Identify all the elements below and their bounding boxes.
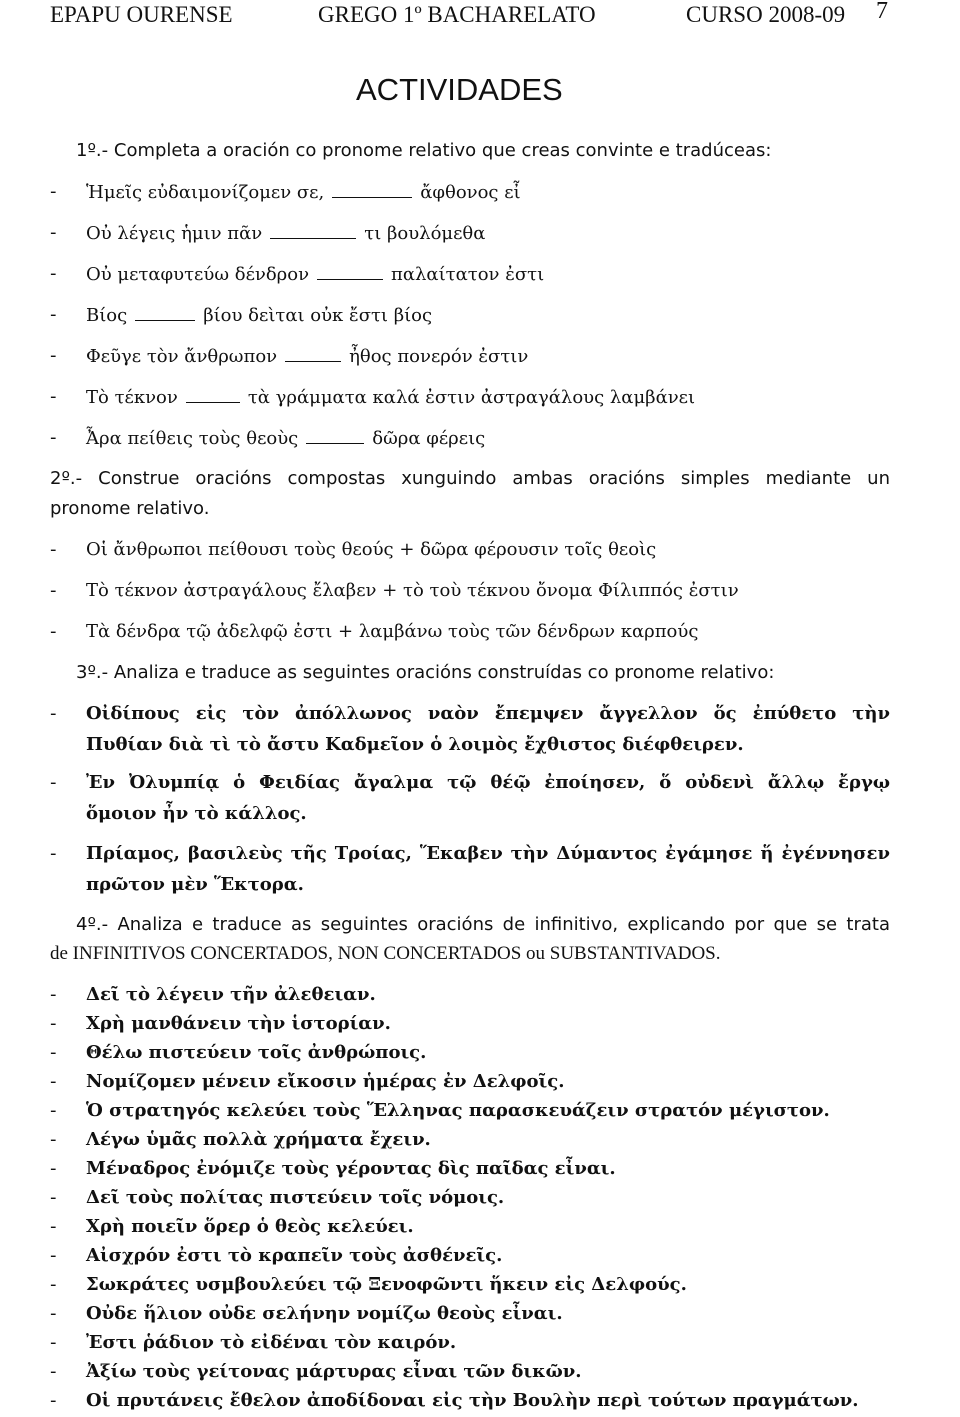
bullet-dash: - (50, 1187, 57, 1208)
answer-blank (135, 304, 195, 321)
answer-blank (270, 222, 356, 239)
activity2-item-text: Οἱ ἄνθρωποι πείθουσι τοὺς θεούς + δῶρα φέρουσιν τοῖς θεοὶς (86, 539, 657, 560)
activity4-item-text: Χρὴ μανθάνειν τὴν ἱστορίαν. (86, 1013, 391, 1034)
header-school: EPAPU OURENSE (50, 2, 233, 27)
activity3-item-text: Οἰδίπους εἰς τὸν ἀπόλλωνος ναὸν ἔπεμψεν ἄγγελλον ὅς ἐπύθετο τὴν (86, 703, 890, 724)
answer-blank (306, 427, 364, 444)
activity4-item-text: Χρὴ ποιεῖν ὅρερ ὁ θεὸς κελεύει. (86, 1216, 414, 1237)
answer-blank (285, 345, 341, 362)
page-title: ACTIVIDADES (356, 72, 563, 107)
bullet-dash: - (50, 181, 57, 202)
bullet-dash: - (50, 772, 57, 793)
answer-blank (332, 181, 412, 198)
bullet-dash: - (50, 1071, 57, 1092)
bullet-dash: - (50, 1013, 57, 1034)
activity1-item-text: Οὐ λέγεις ἡμιν πᾶν τι βουλόμεθα (86, 223, 486, 244)
bullet-dash: - (50, 1042, 57, 1063)
activity4-item-text: Λέγω ὑμᾶς πολλὰ χρήματα ἔχειν. (86, 1129, 431, 1150)
activity3-item-continuation: ὅμοιον ἦν τὸ κάλλος. (86, 803, 307, 824)
activity4-item-text: Οὐδε ἥλιον οὐδε σελήνην νομίζω θεοὺς εἶναι. (86, 1303, 563, 1324)
activity4-item-text: Αἰσχρόν ἐστι τὸ κραπεῖν τοὺς ἀσθένεῖς. (86, 1245, 503, 1266)
bullet-dash: - (50, 386, 57, 407)
activity1-item-text: Φεῦγε τὸν ἄνθρωπον ἦθος πονερόν ἐστιν (86, 346, 529, 367)
bullet-dash: - (50, 1245, 57, 1266)
activity4-item-text: Ὁ στρατηγός κελεύει τοὺς Ἕλληνας παρασκευάζειν στρατόν μέγιστον. (86, 1100, 830, 1121)
bullet-dash: - (50, 1361, 57, 1382)
bullet-dash: - (50, 539, 57, 560)
page-number: 7 (876, 0, 888, 24)
activity1-item-text: Οὐ μεταφυτεύω δένδρον παλαίτατον ἐστι (86, 264, 545, 285)
activity1-instruction: 1º.- Completa a oración co pronome relativo que creas convinte e tradúceas: (76, 140, 772, 161)
activity3-item-text: Πρίαμος, βασιλεὺς τῆς Τροίας, Ἕκαβεν τὴν Δύμαντος ἐγάμησε ἥ ἐγέννησεν (86, 843, 890, 864)
activity1-item-text: Βίος βίου δεὶται οὐκ ἔστι βίος (86, 305, 433, 326)
bullet-dash: - (50, 621, 57, 642)
activity2-instruction: pronome relativo. (50, 498, 210, 519)
activity1-item-text: Ἆρα πείθεις τοὺς θεοὺς δῶρα φέρεις (86, 428, 486, 449)
activity1-item-text: Τὸ τέκνον τὰ γράμματα καλά ἐστιν ἀστραγάλους λαμβάνει (86, 387, 696, 408)
activity2-item-text: Τὰ δένδρα τῷ ἀδελφῷ ἐστι + λαμβάνω τοὺς τῶν δένδρων καρπούς (86, 621, 699, 642)
activity2-instruction: 2º.- Construe oracións compostas xunguindo ambas oracións simples mediante un (50, 468, 890, 489)
bullet-dash: - (50, 580, 57, 601)
bullet-dash: - (50, 263, 57, 284)
bullet-dash: - (50, 703, 57, 724)
answer-blank (317, 263, 383, 280)
activity4-instruction: 4º.- Analiza e traduce as seguintes oracións de infinitivo, explicando por que se trata (76, 914, 890, 935)
activity1-item-text: Ἡμεῖς εὐδαιμονίζομεν σε, ἄφθονος εἶ (86, 182, 521, 203)
activity4-item-text: Νομίζομεν μένειν εἴκοσιν ἡμέρας ἐν Δελφοῖς. (86, 1071, 565, 1092)
activity4-item-text: Δεῖ τοὺς πολίτας πιστεύειν τοῖς νόμοις. (86, 1187, 505, 1208)
bullet-dash: - (50, 427, 57, 448)
activity4-item-text: Σωκράτες υσμβουλεύει τῷ Ξενοφῶντι ἥκειν εἰς Δελφούς. (86, 1274, 687, 1295)
activity4-item-text: Ἀξίω τοὺς γείτονας μάρτυρας εἶναι τῶν δικῶν. (86, 1361, 582, 1382)
activity4-item-text: Οἱ πρυτάνεις ἔθελον ἀποδίδοναι εἰς τὴν Βουλὴν περὶ τούτων πραγμάτων. (86, 1390, 859, 1411)
bullet-dash: - (50, 1390, 57, 1411)
bullet-dash: - (50, 1158, 57, 1179)
bullet-dash: - (50, 1216, 57, 1237)
bullet-dash: - (50, 1332, 57, 1353)
bullet-dash: - (50, 843, 57, 864)
activity4-item-text: Θέλω πιστεύειν τοῖς ἀνθρώποις. (86, 1042, 427, 1063)
answer-blank (186, 386, 240, 403)
bullet-dash: - (50, 1274, 57, 1295)
activity3-item-continuation: Πυθίαν διὰ τὶ τὸ ἄστυ Καδμεῖον ὁ λοιμὸς ἔχθιστος διέφθειρεν. (86, 734, 744, 755)
bullet-dash: - (50, 345, 57, 366)
bullet-dash: - (50, 1100, 57, 1121)
bullet-dash: - (50, 1129, 57, 1150)
bullet-dash: - (50, 304, 57, 325)
activity4-item-text: Ἐστι ῥάδιον τὸ εἰδέναι τὸν καιρόν. (86, 1332, 457, 1353)
activity3-item-text: Ἐν Ὀλυμπίᾳ ὁ Φειδίας ἄγαλμα τῷ θέῷ ἐποίησεν, ὅ οὐδενὶ ἄλλῳ ἔργῳ (86, 772, 890, 793)
header-year: CURSO 2008-09 (686, 2, 846, 27)
activity2-item-text: Τὸ τέκνον ἀστραγάλους ἔλαβεν + τὸ τοὺ τέκνου ὄνομα Φίλιππός ἐστιν (86, 580, 739, 601)
activity4-item-text: Δεῖ τὸ λέγειν τῆν ἀλεθειαν. (86, 984, 376, 1005)
activity3-item-continuation: πρῶτον μὲν Ἕκτορα. (86, 874, 304, 895)
bullet-dash: - (50, 1303, 57, 1324)
activity4-instruction: de INFINITIVOS CONCERTADOS, NON CONCERTADOS ou SUBSTANTIVADOS. (50, 943, 721, 964)
header-course: GREGO 1º BACHARELATO (318, 2, 596, 27)
activity3-instruction: 3º.- Analiza e traduce as seguintes oracións construídas co pronome relativo: (76, 662, 775, 683)
activity4-item-text: Μέναδρος ἐνόμιζε τοὺς γέροντας δὶς παῖδας εἶναι. (86, 1158, 616, 1179)
bullet-dash: - (50, 222, 57, 243)
bullet-dash: - (50, 984, 57, 1005)
